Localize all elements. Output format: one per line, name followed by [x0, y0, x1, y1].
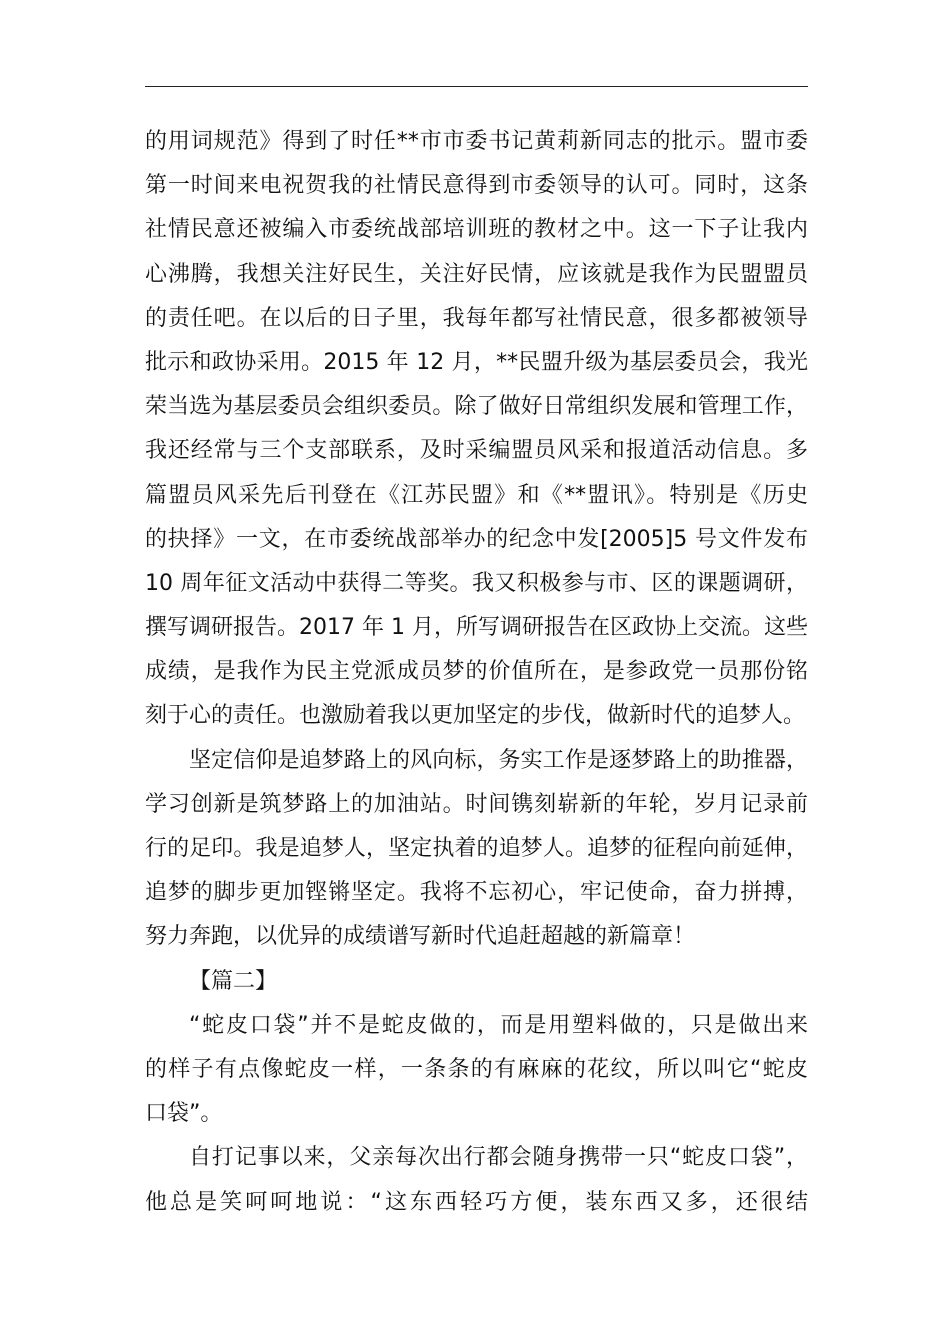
- text-line: 荣当选为基层委员会组织委员。除了做好日常组织发展和管理工作，: [145, 394, 808, 420]
- text-line: 社情民意还被编入市委统战部培训班的教材之中。这一下子让我内: [145, 217, 808, 243]
- text-line: 我还经常与三个支部联系，及时采编盟员风采和报道活动信息。多: [145, 438, 808, 464]
- text-line: 的样子有点像蛇皮一样，一条条的有麻麻的花纹，所以叫它“蛇皮: [145, 1056, 808, 1082]
- text-line: 的责任吧。在以后的日子里，我每年都写社情民意，很多都被领导: [145, 305, 808, 331]
- text-line: 心沸腾，我想关注好民生，关注好民情，应该就是我作为民盟盟员: [145, 261, 808, 287]
- text-line: 撰写调研报告。2017 年 1 月，所写调研报告在区政协上交流。这些: [145, 615, 808, 641]
- text-line: 成绩，是我作为民主党派成员梦的价值所在，是参政党一员那份铭: [145, 659, 808, 685]
- text-line: 篇盟员风采先后刊登在《江苏民盟》和《**盟讯》。特别是《历史: [145, 482, 808, 508]
- text-line: 努力奔跑，以优异的成绩谱写新时代追赶超越的新篇章！: [145, 924, 696, 950]
- text-line: “蛇皮口袋”并不是蛇皮做的，而是用塑料做的，只是做出来: [189, 1012, 808, 1038]
- text-line: 第一时间来电祝贺我的社情民意得到市委领导的认可。同时，这条: [145, 173, 808, 199]
- text-line: 10 周年征文活动中获得二等奖。我又积极参与市、区的课题调研，: [145, 570, 808, 596]
- text-line: 自打记事以来，父亲每次出行都会随身携带一只“蛇皮口袋”，: [189, 1145, 808, 1171]
- text-line: 学习创新是筑梦路上的加油站。时间镌刻崭新的年轮，岁月记录前: [145, 791, 808, 817]
- body-text: [145, 120, 808, 1225]
- text-line: 追梦的脚步更加铿锵坚定。我将不忘初心，牢记使命，奋力拼搏，: [145, 880, 808, 906]
- text-line: 的抉择》一文，在市委统战部举办的纪念中发[2005]5 号文件发布: [145, 526, 808, 552]
- text-line: 口袋”。: [145, 1101, 223, 1127]
- text-line: 坚定信仰是追梦路上的风向标，务实工作是逐梦路上的助推器，: [189, 747, 808, 773]
- section-heading: 【篇二】: [189, 968, 278, 994]
- text-line: 的用词规范》得到了时任**市市委书记黄莉新同志的批示。盟市委: [145, 129, 808, 154]
- header-rule: [145, 86, 808, 87]
- text-line: 他总是笑呵呵地说：“这东西轻巧方便，装东西又多，还很结: [145, 1189, 808, 1215]
- text-line: 批示和政协采用。2015 年 12 月，**民盟升级为基层委员会，我光: [145, 349, 808, 375]
- text-line: 刻于心的责任。也激励着我以更加坚定的步伐，做新时代的追梦人。: [145, 703, 806, 729]
- text-line: 行的足印。我是追梦人，坚定执着的追梦人。追梦的征程向前延伸，: [145, 836, 808, 861]
